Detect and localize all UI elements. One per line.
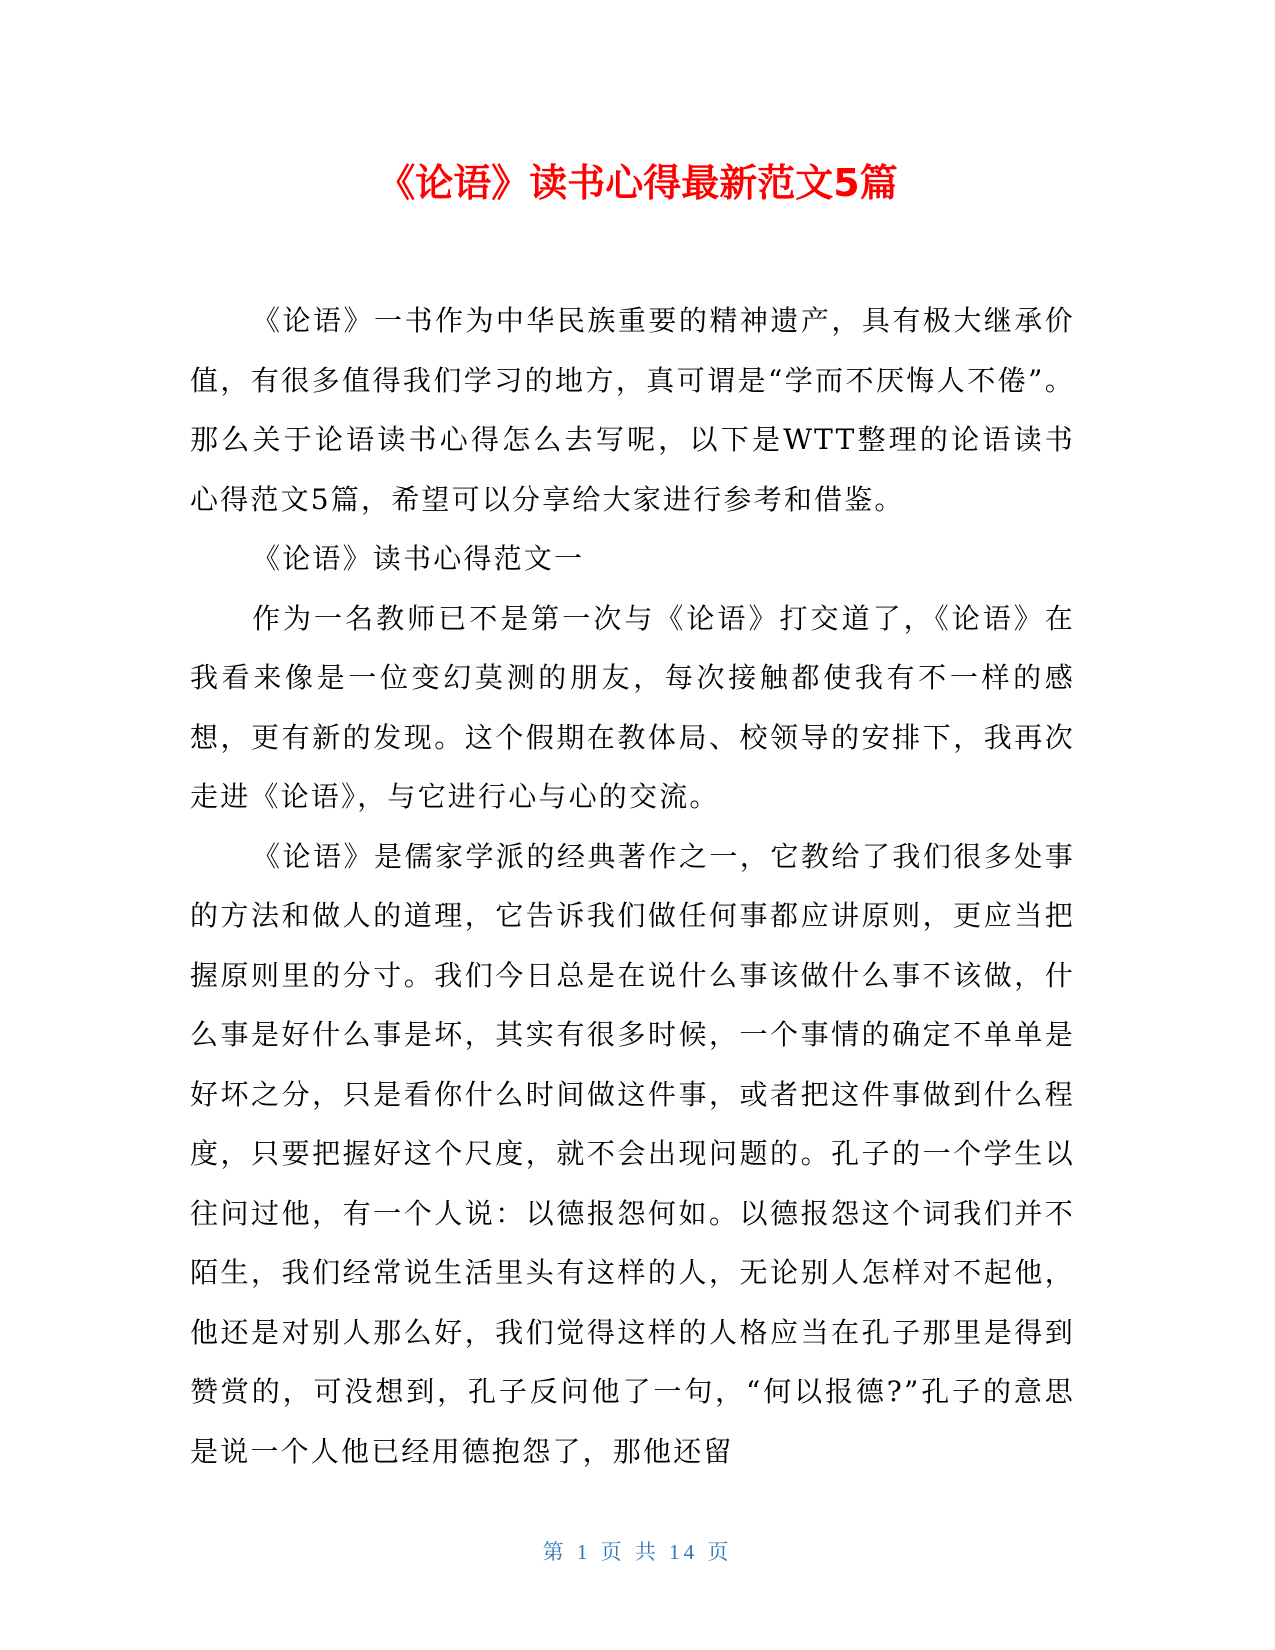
intro-paragraph: 《论语》一书作为中华民族重要的精神遗产，具有极大继承价值，有很多值得我们学习的地方，真可谓是“学而不厌悔人不倦”。那么关于论语读书心得怎么去写呢，以下是WTT整理的论语读书心得范文5篇，希望可以分享给大家进行参考和借鉴。	[190, 304, 1075, 516]
body-paragraph: 作为一名教师已不是第一次与《论语》打交道了，《论语》在我看来像是一位变幻莫测的朋友，每次接触都使我有不一样的感想，更有新的发现。这个假期在教体局、校领导的安排下，我再次走进《论语》，与它进行心与心的交流。	[190, 601, 1075, 813]
document-body	[190, 291, 1075, 1481]
section-heading: 《论语》读书心得范文一	[252, 542, 585, 575]
body-paragraph: 《论语》是儒家学派的经典著作之一，它教给了我们很多处事的方法和做人的道理，它告诉我们做任何事都应讲原则，更应当把握原则里的分寸。我们今日总是在说什么事该做什么事不该做，什么事是好什么事是坏，其实有很多时候，一个事情的确定不单单是好坏之分，只是看你什么时间做这件事，或者把这件事做到什么程度，只要把握好这个尺度，就不会出现问题的。孔子的一个学生以往问过他，有一个人说：以德报怨何如。以德报怨这个词我们并不陌生，我们经常说生活里头有这样的人，无论别人怎样对不起他，他还是对别人那么好，我们觉得这样的人格应当在孔子那里是得到赞赏的，可没想到，孔子反问他了一句，“何以报德?”孔子的意思是说一个人他已经用德抱怨了，那他还留	[190, 839, 1075, 1468]
page-number-footer: 第 1 页 共 14 页	[542, 1540, 733, 1564]
page-title: 《论语》读书心得最新范文5篇	[377, 161, 898, 205]
